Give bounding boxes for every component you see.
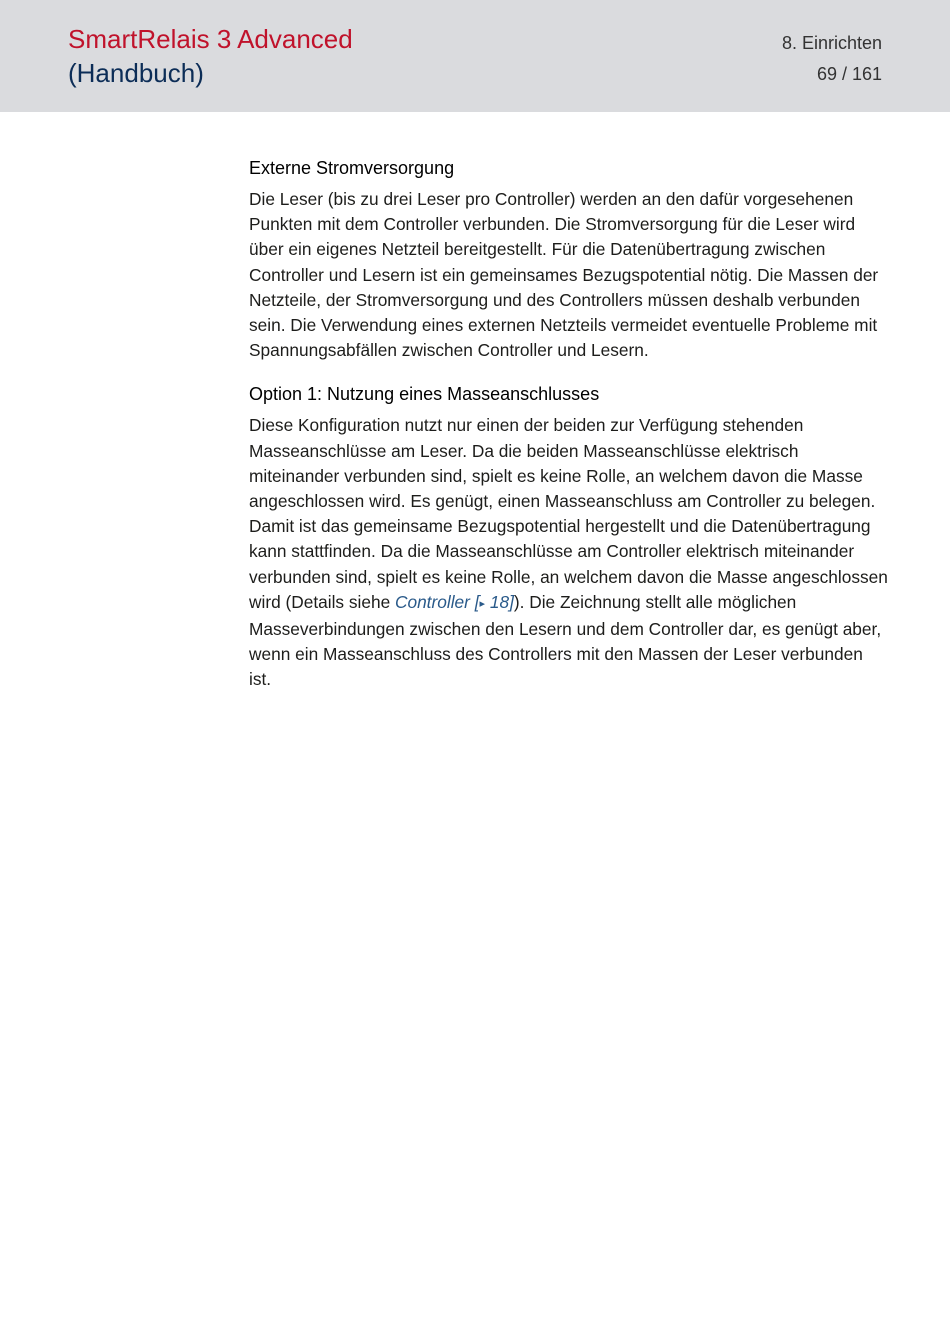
link-page-number: 18] [485,591,514,612]
section-heading-option-1: Option 1: Nutzung eines Masseanschlusses [249,384,600,405]
body-text-after-link: ). Die Zeichnung stellt alle möglichen Masseverbindungen zwischen den Lesern und dem Controller dar, es genügt aber, wenn ein Masseanschluss des Controllers mit den Massen der Leser verbunden ist. [249,591,882,690]
page-arrow-icon: ▸ [479,597,486,610]
page-content [249,155,889,711]
section-heading-external-power: Externe Stromversorgung [249,158,455,178]
page-header [0,0,950,112]
document-title-type: (Handbuch) [68,58,204,88]
document-title-product: SmartRelais 3 Advanced [68,24,353,54]
section-body-external-power: Die Leser (bis zu drei Leser pro Controller) werden an den dafür vorgesehenen Punkten mit dem Controller verbunden. Die Stromversorgung für die Leser wird über ein eigenes Netzteil bereitgestellt. Für die Datenübertragung zwischen Controller und Lesern ist ein gemeinsames Bezugspotential nötig. Die Massen der Netzteile, der Stromversorgung und des Controllers müssen deshalb verbunden sein. Die Verwendung eines externen Netzteils vermeidet eventuelle Probleme mit Spannungsabfällen zwischen Controller und Lesern. [249,189,879,361]
page-number: 69 / 161 [816,64,882,84]
link-label: Controller [ [394,591,480,612]
controller-page-link[interactable] [395,592,514,612]
body-text-before-link: Diese Konfiguration nutzt nur einen der beiden zur Verfügung stehenden Masseanschlüsse am Leser. Da die beiden Masseanschlüsse elektrisch miteinander verbunden sind, spielt es keine Rolle, an welchem davon die Masse angeschlossen wird. Es genügt, einen Masseanschluss am Controller zu belegen. Damit ist das gemeinsame Bezugspotential hergestellt und die Datenübertragung kann stattfinden. Da die Masseanschlüsse am Controller elektrisch miteinander verbunden sind, spielt es keine Rolle, an welchem davon die Masse angeschlossen wird (Details siehe [249,415,888,612]
section-body-option-1 [249,413,889,692]
header-meta [782,28,882,90]
chapter-label: 8. Einrichten [781,33,882,53]
document-title [68,22,353,90]
